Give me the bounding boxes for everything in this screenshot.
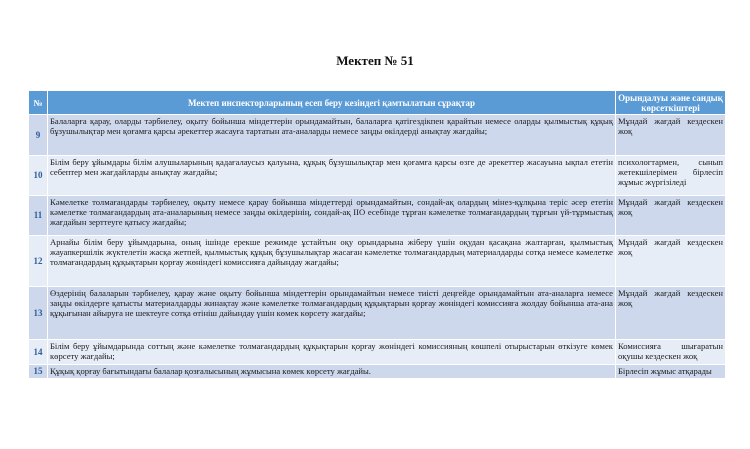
row-number: 15: [29, 365, 48, 379]
table-row: [29, 365, 726, 379]
row-number: 11: [29, 196, 48, 236]
row-question: Арнайы білім беру ұйымдарына, оның ішінде ерекше режимде ұстайтын оқу орындарына жіберу үшін оқудан қасақана жалтарған, қылмыстық жауапкершілік жүктелетін жасқа жетпей, қылмыстық құқық бұзушылықтар жасаған кәмелетке толмағандардың материалдарды сотқа немесе кәмелетке толмағандардың құқықтарын қорғау жөніндегі комиссияға дайындау жағдайы;: [48, 236, 616, 287]
row-number: 13: [29, 287, 48, 340]
header-status: Орындалуы және сандық көрсеткіштері: [616, 91, 726, 115]
table-row: [29, 115, 726, 156]
table-row: [29, 156, 726, 196]
row-status: Мұндай жағдай кездескен жоқ: [616, 287, 726, 340]
row-status: Мұндай жағдай кездескен жоқ: [616, 196, 726, 236]
header-question: Мектеп инспекторларының есеп беру кезіндегі қамтылатын сұрақтар: [48, 91, 616, 115]
row-number: 10: [29, 156, 48, 196]
row-number: 14: [29, 340, 48, 365]
row-status: Мұндай жағдай кездескен жоқ: [616, 236, 726, 287]
row-question: Кәмелетке толмағандарды тәрбиелеу, оқыту немесе қарау бойынша міндеттерді орындамайтын, сондай-ақ олардың мінез-құлқына теріс әсер ететін кәмелетке толмағандардың ата-аналарының немесе заңды өкілдерінің, сондай-ақ ІІО есебінде тұрған кәмелетке толмағандардың тұрғын үй-тұрмыстық жағдайын зерттеуге қатысу жағдайы;: [48, 196, 616, 236]
row-number: 9: [29, 115, 48, 156]
table-row: [29, 340, 726, 365]
row-status: психологтармен, сынып жетекшілерімен бірлесіп жұмыс жүргізіледі: [616, 156, 726, 196]
header-number: №: [29, 91, 48, 115]
table-row: [29, 287, 726, 340]
row-number: 12: [29, 236, 48, 287]
questions-table: [28, 90, 726, 379]
row-question: Білім беру ұйымдарында соттың және кәмелетке толмағандардың құқықтарын қорғау жөніндегі комиссияның көшпелі отырыстарын өткізуге көмек көрсету жағдайы;: [48, 340, 616, 365]
row-status: Мұндай жағдай кездескен жоқ: [616, 115, 726, 156]
row-question: Құқық қорғау бағытындағы балалар қозғалысының жұмысына көмек көрсету жағдайы.: [48, 365, 616, 379]
table-row: [29, 196, 726, 236]
row-status: Комиссияға шығаратын оқушы кездескен жоқ: [616, 340, 726, 365]
row-question: Білім беру ұйымдары білім алушыларының қадағалаусыз қалуына, құқық бұзушылықтар мен қоғамға қарсы өзге де әрекеттер жасауына ықпал ететін себептер мен жағдайларды анықтау жағдайы;: [48, 156, 616, 196]
table-header-row: [29, 91, 726, 115]
table-row: [29, 236, 726, 287]
row-question: Өздерінің балаларын тәрбиелеу, қарау және оқыту бойынша міндеттерін орындамайтын немесе тиісті деңгейде орындамайтын ата-аналарға немесе заңды өкілдерге қатысты материалдарды жинақтау және кәмелетке толмағандардың құқықтарын қорғау жөніндегі комиссияға жолдау бойынша ата-ана құқығынан айыруға не шектеуге сотқа өтініш дайындау үшін көмек көрсету жағдайы;: [48, 287, 616, 340]
page-title: Мектеп № 51: [336, 53, 414, 68]
row-status: Бірлесіп жұмыс атқарады: [616, 365, 726, 379]
row-question: Балаларға қарау, оларды тәрбиелеу, оқыту бойынша міндеттерін орындамайтын, балаларға қатігездікпен қарайтын немесе оларды қылмыстық құқық бұзушылықтар мен қоғамға қарсы әрекеттер жасауға тартатын ата-аналарды немесе заңды өкілдерді анықтау жағдайы;: [48, 115, 616, 156]
